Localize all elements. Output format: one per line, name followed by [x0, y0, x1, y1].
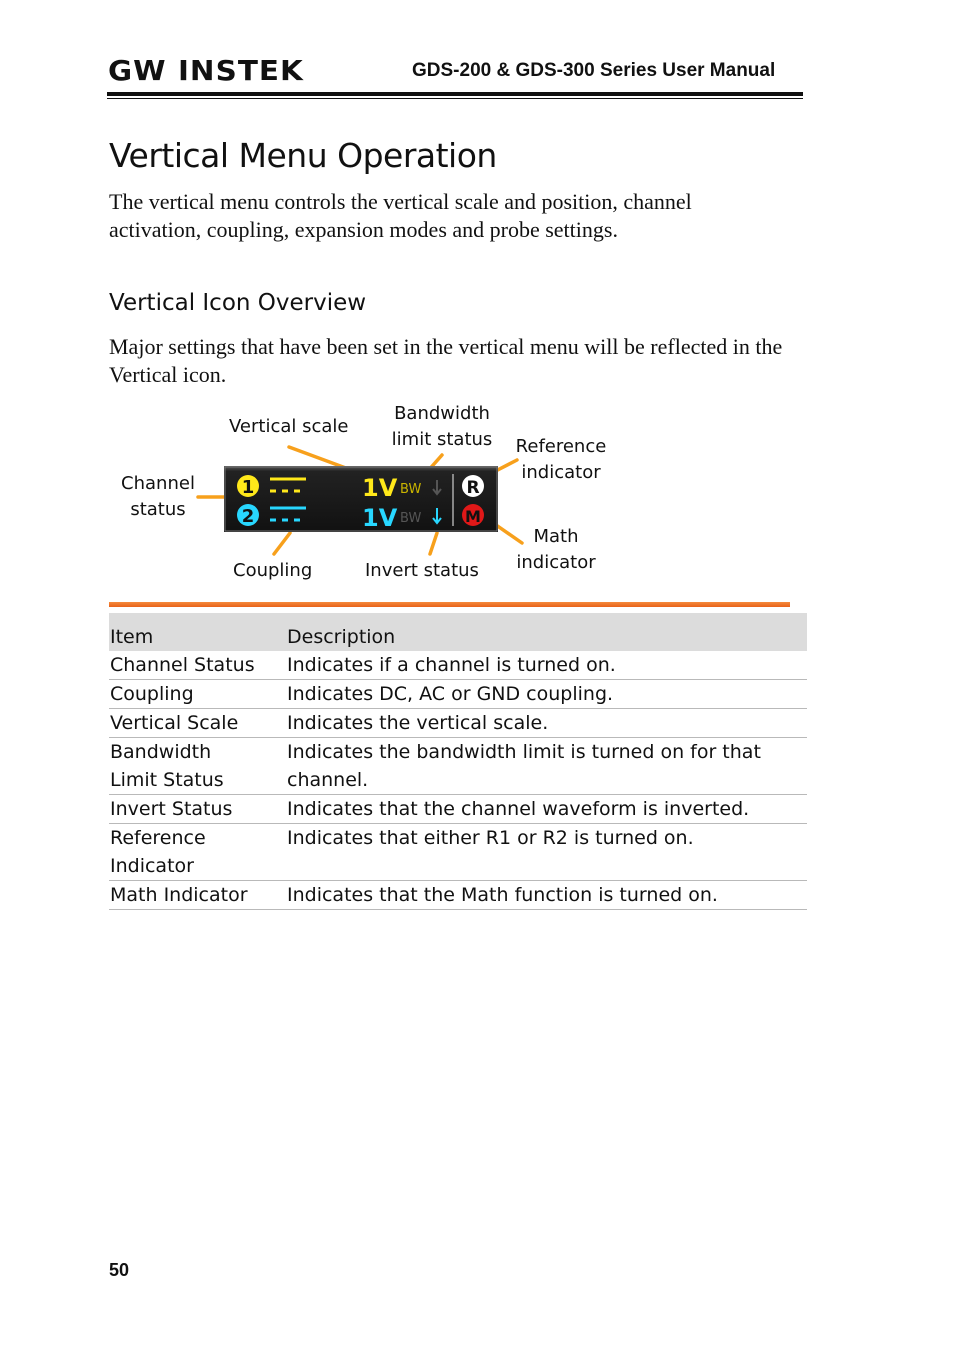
callout-math-line2: indicator	[516, 552, 596, 573]
table-top-rule	[109, 602, 790, 607]
callout-reference-line1: Reference	[515, 436, 607, 457]
row-item-line: Math Indicator	[110, 884, 248, 906]
row-description	[286, 881, 807, 910]
callout-vertical-scale: Vertical scale	[229, 416, 349, 437]
callout-channel-line2: status	[130, 499, 186, 520]
row-item	[109, 881, 286, 910]
row-item	[109, 651, 286, 680]
math-letter: M	[465, 507, 481, 526]
reference-letter: R	[466, 478, 480, 498]
row-item	[109, 824, 286, 881]
table-row	[109, 709, 807, 738]
ch2-vertical-scale: 1V	[362, 504, 398, 532]
vertical-icon-table	[109, 613, 807, 910]
table-row	[109, 680, 807, 709]
table-row	[109, 651, 807, 680]
row-description-line: Indicates that the channel waveform is inverted.	[287, 798, 750, 820]
row-description	[286, 651, 807, 680]
ch1-bw-indicator: BW	[400, 482, 422, 497]
row-description	[286, 709, 807, 738]
row-item	[109, 738, 286, 795]
callout-math-line1: Math	[533, 526, 579, 547]
gw-instek-logo: GW INSTEK	[108, 54, 304, 87]
panel-background	[224, 466, 498, 532]
ch2-bw-indicator: BW	[400, 511, 422, 526]
ch1-number: 1	[241, 477, 255, 498]
table-row	[109, 824, 807, 881]
row-description	[286, 795, 807, 824]
ch2-number: 2	[241, 506, 255, 527]
row-description	[286, 680, 807, 709]
row-description-line: Indicates that the Math function is turned on.	[287, 884, 718, 906]
subsection-intro: Major settings that have been set in the vertical menu will be reflected in the Vertical icon.	[109, 334, 783, 387]
header-description: Description	[287, 626, 396, 648]
table-row	[109, 881, 807, 910]
callout-channel-line1: Channel	[121, 473, 195, 494]
section-intro: The vertical menu controls the vertical scale and position, channel activation, coupling, expansion modes and probe settings.	[109, 189, 692, 242]
callout-bandwidth-line1: Bandwidth	[394, 403, 490, 424]
callout-coupling: Coupling	[233, 560, 313, 581]
row-item-line: Indicator	[110, 855, 194, 877]
leader-invert	[430, 533, 437, 554]
header-item: Item	[110, 626, 154, 648]
row-description	[286, 824, 807, 881]
row-description-line: Indicates if a channel is turned on.	[287, 654, 616, 676]
row-description-line: Indicates the vertical scale.	[287, 712, 549, 734]
row-description-line: Indicates DC, AC or GND coupling.	[287, 683, 614, 705]
row-item-line: Bandwidth	[110, 741, 212, 763]
row-item-line: Reference	[110, 827, 206, 849]
row-item-line: Limit Status	[110, 769, 224, 791]
ch1-vertical-scale: 1V	[362, 474, 398, 502]
row-item	[109, 709, 286, 738]
callout-invert: Invert status	[365, 560, 479, 581]
subsection-title: Vertical Icon Overview	[109, 290, 367, 316]
row-description-line: Indicates the bandwidth limit is turned on for that	[287, 741, 761, 763]
manual-title: GDS-200 & GDS-300 Series User Manual	[412, 60, 776, 81]
row-item-line: Channel Status	[110, 654, 255, 676]
vertical-icon-panel	[224, 466, 498, 532]
row-item-line: Coupling	[110, 683, 194, 705]
row-item	[109, 795, 286, 824]
row-item	[109, 680, 286, 709]
table-row	[109, 795, 807, 824]
table-row	[109, 738, 807, 795]
callout-reference-line2: indicator	[521, 462, 601, 483]
row-item-line: Vertical Scale	[110, 712, 239, 734]
table-body	[109, 651, 807, 910]
row-item-line: Invert Status	[110, 798, 233, 820]
table-header-row	[109, 613, 807, 651]
callout-bandwidth-line2: limit status	[391, 429, 493, 450]
row-description	[286, 738, 807, 795]
row-description-line: channel.	[287, 769, 369, 791]
row-description-line: Indicates that either R1 or R2 is turned on.	[287, 827, 694, 849]
page-number: 50	[109, 1260, 130, 1280]
section-title: Vertical Menu Operation	[109, 136, 497, 175]
leader-coupling	[274, 533, 290, 554]
